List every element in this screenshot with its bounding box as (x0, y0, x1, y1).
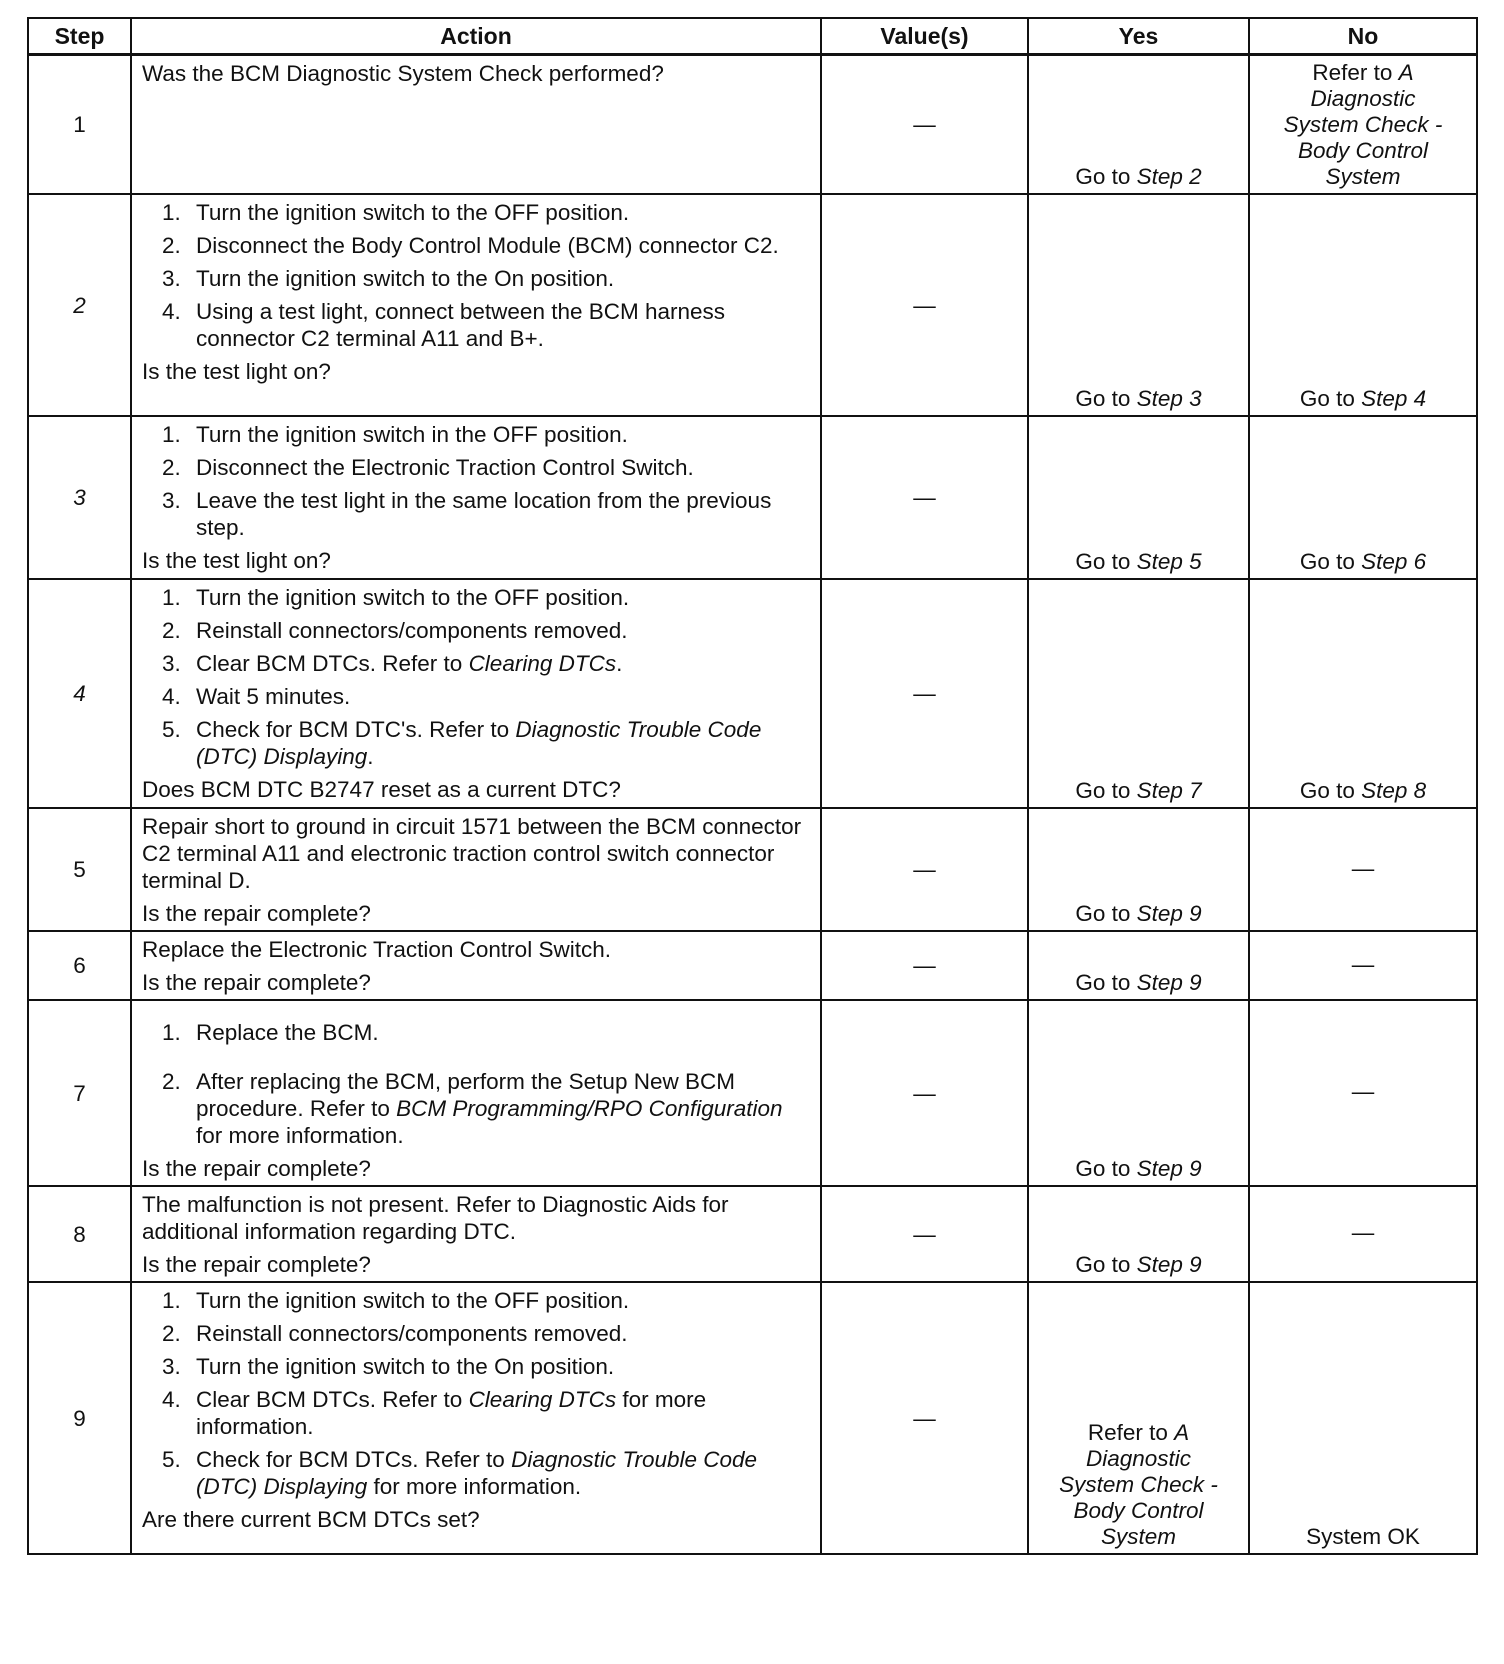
step-number: 6 (28, 931, 131, 1000)
step-number: 7 (28, 1000, 131, 1186)
no-cell (1249, 579, 1477, 808)
action-text: Repair short to ground in circuit 1571 between the BCM connector C2 terminal A11 and electronic traction control switch connector terminal D. (142, 814, 802, 893)
action-cell (131, 416, 821, 579)
go-to-label: Go to (1075, 970, 1137, 995)
instruction-text: Turn the ignition switch to the OFF position. (196, 200, 630, 225)
instruction-text: Wait 5 minutes. (196, 684, 351, 709)
refer-target-part: Diagnostic (1310, 86, 1416, 111)
list-item: 3. Turn the ignition switch to the On position. (162, 1354, 615, 1379)
question-text: Was the BCM Diagnostic System Check performed? (142, 61, 664, 86)
instruction-text: Using a test light, connect between the BCM harness connector C2 terminal A11 and B+. (196, 299, 726, 351)
go-to-label: Go to (1075, 1252, 1137, 1277)
step-number: 3 (28, 416, 131, 579)
yes-step-link[interactable]: Step 5 (1136, 549, 1202, 574)
question-text: Is the repair complete? (142, 1252, 371, 1277)
refer-target-part: A (1398, 60, 1414, 85)
no-cell: — (1249, 931, 1477, 1000)
instruction-list (142, 199, 810, 352)
instruction-text: Turn the ignition switch to the On position. (196, 266, 615, 291)
header-no: No (1249, 18, 1477, 55)
instruction-text: Disconnect the Electronic Traction Control Switch. (196, 455, 694, 480)
action-cell (131, 808, 821, 931)
question-text: Is the test light on? (142, 359, 331, 384)
no-cell (1249, 194, 1477, 416)
yes-cell (1028, 194, 1249, 416)
refer-target-part: Diagnostic (1085, 1446, 1192, 1471)
refer-target-part: Body Control (1073, 1498, 1204, 1523)
yes-cell (1028, 55, 1249, 195)
refer-target-part: System Check - (1059, 1472, 1218, 1497)
go-to-label: Go to (1075, 549, 1137, 574)
refer-block[interactable] (1035, 1420, 1242, 1550)
instruction-text: Replace the BCM. (196, 1020, 379, 1045)
list-item: 3. Turn the ignition switch to the On position. (162, 266, 615, 291)
refer-block[interactable] (1256, 60, 1470, 190)
question-text: Is the repair complete? (142, 1156, 371, 1181)
value-cell: — (821, 931, 1028, 1000)
list-item: 3. Clear BCM DTCs. Refer to Clearing DTCs. (162, 651, 623, 676)
action-cell (131, 194, 821, 416)
action-text: Replace the Electronic Traction Control Switch. (142, 937, 611, 962)
instruction-text: Check for BCM DTC's. Refer to (196, 717, 516, 742)
step-number: 2 (28, 194, 131, 416)
instruction-text: Turn the ignition switch to the OFF position. (196, 585, 630, 610)
yes-step-link[interactable]: Step 9 (1136, 1156, 1202, 1181)
yes-cell (1028, 1000, 1249, 1186)
refer-target-part: System Check - (1283, 112, 1443, 137)
instruction-text: for more information. (196, 1387, 707, 1439)
instruction-text: . (367, 744, 374, 769)
yes-step-link[interactable]: Step 9 (1136, 1252, 1202, 1277)
action-cell (131, 1186, 821, 1282)
value-cell: — (821, 416, 1028, 579)
table-row-step-7 (28, 1000, 1477, 1186)
yes-step-link[interactable]: Step 9 (1136, 970, 1202, 995)
header-yes: Yes (1028, 18, 1249, 55)
step-number: 5 (28, 808, 131, 931)
question-text: Does BCM DTC B2747 reset as a current DTC? (142, 777, 621, 802)
instruction-text: Turn the ignition switch in the OFF position. (196, 422, 628, 447)
value-cell: — (821, 1186, 1028, 1282)
question-text: Is the repair complete? (142, 901, 371, 926)
go-to-label: Go to (1075, 164, 1137, 189)
table-row-step-4 (28, 579, 1477, 808)
refer-target-part: A (1174, 1420, 1190, 1445)
instruction-text: Reinstall connectors/components removed. (196, 618, 628, 643)
reference-link[interactable]: Clearing DTCs (468, 651, 617, 676)
header-values: Value(s) (821, 18, 1028, 55)
diagnostic-table (27, 17, 1478, 1555)
header-action: Action (131, 18, 821, 55)
table-row-step-6 (28, 931, 1477, 1000)
action-cell (131, 55, 821, 195)
step-number: 1 (28, 55, 131, 195)
instruction-text: Turn the ignition switch to the On position. (196, 1354, 615, 1379)
header-step: Step (28, 18, 131, 55)
list-item: 4. Wait 5 minutes. (162, 684, 351, 709)
table-row-step-5 (28, 808, 1477, 931)
list-item: 3. Leave the test light in the same location from the previous step. (162, 488, 772, 540)
table-row-step-8 (28, 1186, 1477, 1282)
instruction-text: . (616, 651, 623, 676)
reference-link[interactable]: Diagnostic Trouble Code (DTC) Displaying (196, 1447, 758, 1499)
go-to-label: Go to (1075, 901, 1137, 926)
refer-target-part: Body Control (1297, 138, 1429, 163)
refer-to-label: Refer to (1087, 1420, 1168, 1445)
reference-link[interactable]: Diagnostic Trouble Code (DTC) Displaying (196, 717, 762, 769)
header-row (28, 18, 1477, 55)
table-row-step-9 (28, 1282, 1477, 1554)
value-cell: — (821, 1000, 1028, 1186)
instruction-text: Clear BCM DTCs. Refer to (196, 651, 469, 676)
yes-cell (1028, 931, 1249, 1000)
list-item: 2. Disconnect the Electronic Traction Control Switch. (162, 455, 694, 480)
list-item: 1. Turn the ignition switch to the OFF position. (162, 1288, 630, 1313)
instruction-text: Leave the test light in the same location from the previous step. (196, 488, 772, 540)
list-item: 1. Turn the ignition switch to the OFF position. (162, 585, 630, 610)
refer-target-part: System (1100, 1524, 1176, 1549)
list-item: 1. Turn the ignition switch to the OFF position. (162, 200, 630, 225)
instruction-text: Reinstall connectors/components removed. (196, 1321, 628, 1346)
question-text: Is the test light on? (142, 548, 331, 573)
yes-step-link[interactable]: Step 7 (1136, 778, 1202, 803)
instruction-text: Turn the ignition switch to the OFF position. (196, 1288, 630, 1313)
value-cell: — (821, 1282, 1028, 1554)
list-item: 2. Reinstall connectors/components removed. (162, 1321, 628, 1346)
go-to-label: Go to (1075, 778, 1137, 803)
value-cell: — (821, 55, 1028, 195)
no-step-link[interactable]: Step 4 (1361, 386, 1427, 411)
no-step-link[interactable]: Step 8 (1361, 778, 1427, 803)
no-cell (1249, 416, 1477, 579)
list-item: 2. After replacing the BCM, perform the Setup New BCM procedure. Refer to BCM Programming/RPO Configuration for more information. (162, 1069, 783, 1148)
yes-cell (1028, 1186, 1249, 1282)
list-item: 2. Disconnect the Body Control Module (BCM) connector C2. (162, 233, 779, 258)
list-item: 4. Clear BCM DTCs. Refer to Clearing DTCs for more information. (162, 1387, 707, 1439)
instruction-text: for more information. (367, 1474, 582, 1499)
go-to-label: Go to (1075, 1156, 1137, 1181)
step-number: 8 (28, 1186, 131, 1282)
yes-step-link[interactable]: Step 9 (1136, 901, 1202, 926)
table-row-step-1 (28, 55, 1477, 195)
action-cell (131, 1282, 821, 1554)
go-to-label: Go to (1299, 778, 1362, 803)
no-cell: — (1249, 1000, 1477, 1186)
list-item: 4. Using a test light, connect between the BCM harness connector C2 terminal A11 and B+. (162, 299, 726, 351)
go-to-label: Go to (1299, 549, 1362, 574)
action-cell (131, 1000, 821, 1186)
value-cell: — (821, 808, 1028, 931)
list-item: 5. Check for BCM DTCs. Refer to Diagnostic Trouble Code (DTC) Displaying for more information. (162, 1447, 758, 1499)
no-cell (1249, 55, 1477, 195)
yes-cell (1028, 1282, 1249, 1554)
question-text: Are there current BCM DTCs set? (142, 1507, 480, 1532)
list-item: 1. Turn the ignition switch in the OFF position. (162, 422, 628, 447)
instruction-text: Disconnect the Body Control Module (BCM) connector C2. (196, 233, 779, 258)
instruction-list (142, 421, 810, 541)
value-cell: — (821, 579, 1028, 808)
action-cell (131, 579, 821, 808)
no-cell: — (1249, 808, 1477, 931)
instruction-text: After replacing the BCM, perform the Setup New BCM procedure. Refer to (196, 1069, 735, 1121)
instruction-list (142, 584, 810, 770)
yes-cell (1028, 416, 1249, 579)
step-number: 4 (28, 579, 131, 808)
step-number: 9 (28, 1282, 131, 1554)
table-row-step-2 (28, 194, 1477, 416)
yes-step-link[interactable]: Step 3 (1136, 386, 1202, 411)
refer-target-part: System (1325, 164, 1401, 189)
yes-cell (1028, 808, 1249, 931)
instruction-list (142, 1287, 810, 1500)
instruction-text: Check for BCM DTCs. Refer to (196, 1447, 512, 1472)
reference-link[interactable]: BCM Programming/RPO Configuration (396, 1096, 783, 1121)
no-step-link[interactable]: Step 6 (1361, 549, 1427, 574)
no-cell: — (1249, 1186, 1477, 1282)
instruction-text: Clear BCM DTCs. Refer to (196, 1387, 469, 1412)
question-text: Is the repair complete? (142, 970, 371, 995)
instruction-list (142, 1019, 810, 1149)
yes-cell (1028, 579, 1249, 808)
reference-link[interactable]: Clearing DTCs (468, 1387, 617, 1412)
list-item: 5. Check for BCM DTC's. Refer to Diagnostic Trouble Code (DTC) Displaying. (162, 717, 762, 769)
refer-to-label: Refer to (1312, 60, 1393, 85)
go-to-label: Go to (1075, 386, 1137, 411)
list-item: 1. Replace the BCM. (162, 1020, 379, 1045)
no-cell: System OK (1249, 1282, 1477, 1554)
action-cell (131, 931, 821, 1000)
value-cell: — (821, 194, 1028, 416)
instruction-text: for more information. (196, 1123, 404, 1148)
action-text: The malfunction is not present. Refer to Diagnostic Aids for additional information regarding DTC. (142, 1192, 729, 1244)
go-to-label: Go to (1299, 386, 1362, 411)
yes-step-link[interactable]: Step 2 (1136, 164, 1202, 189)
table-row-step-3 (28, 416, 1477, 579)
list-item: 2. Reinstall connectors/components removed. (162, 618, 628, 643)
